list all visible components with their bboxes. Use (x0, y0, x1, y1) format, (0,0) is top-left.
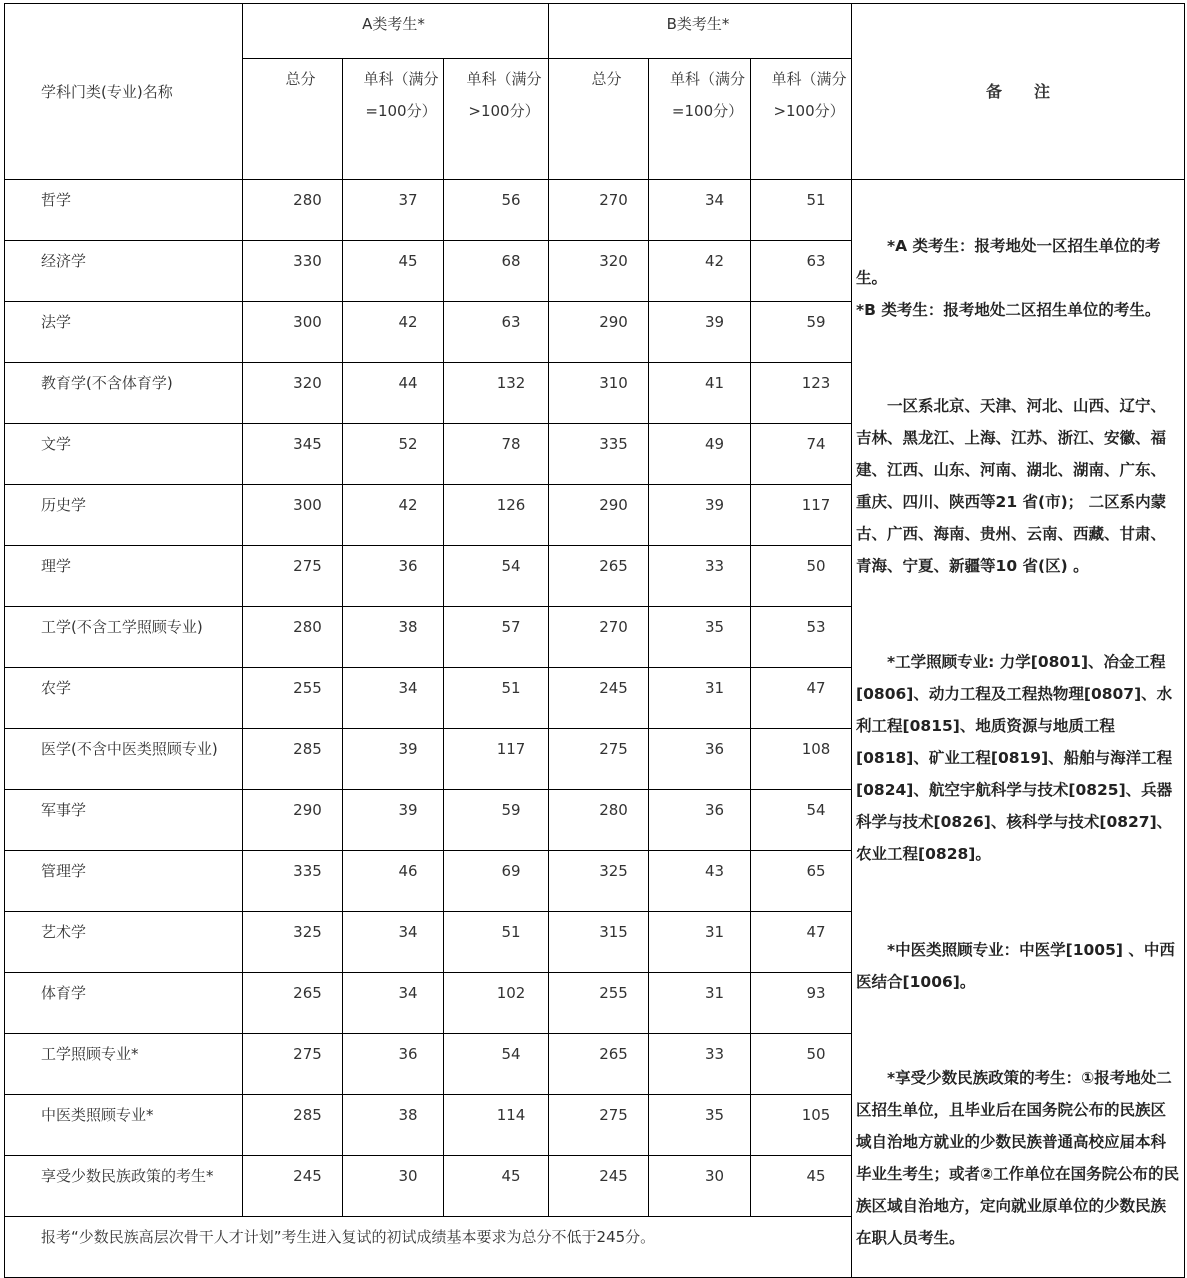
b-single-over100-cell: 47 (751, 668, 852, 729)
a-total-cell: 290 (243, 790, 343, 851)
b-single-over100-cell: 53 (751, 607, 852, 668)
subject-cell: 管理学 (5, 851, 243, 912)
table-row (5, 180, 1185, 241)
a-single-over100-cell: 56 (444, 180, 549, 241)
a-single-over100-cell: 63 (444, 302, 549, 363)
a-total-cell: 265 (243, 973, 343, 1034)
subject-cell: 文学 (5, 424, 243, 485)
subject-cell: 中医类照顾专业* (5, 1095, 243, 1156)
subject-cell: 医学(不含中医类照顾专业) (5, 729, 243, 790)
b-total-cell: 290 (549, 302, 649, 363)
a-single100-cell: 37 (343, 180, 444, 241)
b-single-over100-cell: 54 (751, 790, 852, 851)
a-total-cell: 255 (243, 668, 343, 729)
remark-note: 一区系北京、天津、河北、山西、辽宁、吉林、黑龙江、上海、江苏、浙江、安徽、福建、江西、山东、河南、湖北、湖南、广东、重庆、四川、陕西等21 省(市)； 二区系内蒙古、广西、海南、贵州、云南、西藏、甘肃、青海、宁夏、新疆等10 省(区) 。 (856, 397, 1167, 575)
a-single-over100-cell: 78 (444, 424, 549, 485)
b-single100-cell: 33 (649, 1034, 751, 1095)
footer-note: 报考“少数民族高层次骨干人才计划”考生进入复试的初试成绩基本要求为总分不低于245分。 (5, 1217, 852, 1278)
b-total-cell: 315 (549, 912, 649, 973)
remark-note: *享受少数民族政策的考生：①报考地处二区招生单位，且毕业后在国务院公布的民族区域自治地方就业的少数民族普通高校应届本科毕业生考生；或者②工作单位在国务院公布的民族区域自治地方，定向就业原单位的少数民族在职人员考生。 (856, 1069, 1180, 1247)
a-single-over100-header: 单科（满分 >100分） (444, 59, 549, 180)
subject-cell: 法学 (5, 302, 243, 363)
a-single100-header: 单科（满分=100分） (343, 59, 444, 180)
a-single100-cell: 42 (343, 302, 444, 363)
b-single100-cell: 34 (649, 180, 751, 241)
a-single100-cell: 36 (343, 1034, 444, 1095)
b-single100-cell: 42 (649, 241, 751, 302)
b-total-cell: 310 (549, 363, 649, 424)
subject-cell: 享受少数民族政策的考生* (5, 1156, 243, 1217)
b-total-cell: 275 (549, 1095, 649, 1156)
b-single-over100-cell: 123 (751, 363, 852, 424)
a-single-over100-cell: 114 (444, 1095, 549, 1156)
subject-cell: 理学 (5, 546, 243, 607)
subject-cell: 哲学 (5, 180, 243, 241)
a-single100-cell: 52 (343, 424, 444, 485)
b-total-cell: 270 (549, 607, 649, 668)
a-single100-cell: 38 (343, 1095, 444, 1156)
b-single-over100-cell: 74 (751, 424, 852, 485)
a-single100-cell: 36 (343, 546, 444, 607)
a-single-over100-cell: 117 (444, 729, 549, 790)
subject-cell: 军事学 (5, 790, 243, 851)
b-total-cell: 320 (549, 241, 649, 302)
a-total-cell: 275 (243, 1034, 343, 1095)
a-single100-cell: 45 (343, 241, 444, 302)
a-single-over100-cell: 68 (444, 241, 549, 302)
a-single-over100-cell: 51 (444, 668, 549, 729)
b-total-cell: 265 (549, 1034, 649, 1095)
b-total-cell: 280 (549, 790, 649, 851)
b-single100-cell: 30 (649, 1156, 751, 1217)
b-single100-cell: 31 (649, 973, 751, 1034)
a-single-over100-cell: 102 (444, 973, 549, 1034)
group-a-header: A类考生* (243, 4, 549, 59)
b-single-over100-cell: 93 (751, 973, 852, 1034)
a-single100-cell: 34 (343, 912, 444, 973)
b-single-over100-cell: 50 (751, 1034, 852, 1095)
a-single-over100-cell: 54 (444, 546, 549, 607)
a-single100-cell: 34 (343, 973, 444, 1034)
b-single100-cell: 31 (649, 912, 751, 973)
b-total-cell: 245 (549, 668, 649, 729)
a-total-cell: 330 (243, 241, 343, 302)
a-total-cell: 280 (243, 180, 343, 241)
b-total-cell: 265 (549, 546, 649, 607)
a-total-cell: 275 (243, 546, 343, 607)
remark-note: *工学照顾专业: 力学[0801]、冶金工程[0806]、动力工程及工程热物理[0807]、水利工程[0815]、地质资源与地质工程[0818]、矿业工程[0819]、船舶与海洋工程[0824]、航空宇航科学与技术[0825]、兵器科学与技术[0826]、核科学与技术[0827]、农业工程[0828]。 (856, 653, 1173, 863)
b-single100-cell: 43 (649, 851, 751, 912)
b-single100-header: 单科（满分=100分） (649, 59, 751, 180)
a-single100-cell: 38 (343, 607, 444, 668)
a-single100-cell: 46 (343, 851, 444, 912)
subject-cell: 工学照顾专业* (5, 1034, 243, 1095)
a-single-over100-cell: 69 (444, 851, 549, 912)
b-total-cell: 275 (549, 729, 649, 790)
a-single100-cell: 34 (343, 668, 444, 729)
b-single-over100-cell: 108 (751, 729, 852, 790)
b-single-over100-cell: 47 (751, 912, 852, 973)
a-total-cell: 345 (243, 424, 343, 485)
a-single100-cell: 39 (343, 729, 444, 790)
b-total-cell: 255 (549, 973, 649, 1034)
a-single-over100-cell: 45 (444, 1156, 549, 1217)
b-single100-cell: 41 (649, 363, 751, 424)
a-single100-cell: 39 (343, 790, 444, 851)
b-single-over100-cell: 59 (751, 302, 852, 363)
a-total-cell: 300 (243, 302, 343, 363)
a-total-cell: 300 (243, 485, 343, 546)
a-total-cell: 285 (243, 1095, 343, 1156)
a-total-cell: 325 (243, 912, 343, 973)
subject-cell: 经济学 (5, 241, 243, 302)
remarks-header: 备 注 (852, 4, 1185, 180)
a-single100-cell: 44 (343, 363, 444, 424)
subject-cell: 体育学 (5, 973, 243, 1034)
subject-cell: 教育学(不含体育学) (5, 363, 243, 424)
a-total-cell: 285 (243, 729, 343, 790)
a-single100-cell: 30 (343, 1156, 444, 1217)
b-single100-cell: 49 (649, 424, 751, 485)
a-single-over100-cell: 132 (444, 363, 549, 424)
b-single-over100-cell: 105 (751, 1095, 852, 1156)
b-single100-cell: 36 (649, 729, 751, 790)
b-total-header: 总分 (549, 59, 649, 180)
score-table (4, 3, 1185, 1278)
b-total-cell: 325 (549, 851, 649, 912)
a-single-over100-cell: 126 (444, 485, 549, 546)
subject-cell: 工学(不含工学照顾专业) (5, 607, 243, 668)
a-single-over100-cell: 59 (444, 790, 549, 851)
a-total-cell: 320 (243, 363, 343, 424)
remarks-cell (852, 180, 1185, 1278)
subject-cell: 历史学 (5, 485, 243, 546)
b-total-cell: 335 (549, 424, 649, 485)
a-single-over100-cell: 57 (444, 607, 549, 668)
b-single100-cell: 33 (649, 546, 751, 607)
remark-note: *A 类考生：报考地处一区招生单位的考生。 (856, 237, 1161, 287)
subject-cell: 艺术学 (5, 912, 243, 973)
a-total-cell: 335 (243, 851, 343, 912)
b-single-over100-cell: 63 (751, 241, 852, 302)
b-single100-cell: 31 (649, 668, 751, 729)
remark-note: *B 类考生：报考地处二区招生单位的考生。 (856, 301, 1161, 319)
a-single100-cell: 42 (343, 485, 444, 546)
b-single-over100-cell: 51 (751, 180, 852, 241)
a-total-header: 总分 (243, 59, 343, 180)
a-total-cell: 280 (243, 607, 343, 668)
subject-cell: 农学 (5, 668, 243, 729)
remark-note: *中医类照顾专业：中医学[1005] 、中西医结合[1006]。 (856, 941, 1175, 991)
b-single100-cell: 35 (649, 1095, 751, 1156)
b-total-cell: 270 (549, 180, 649, 241)
b-single-over100-header: 单科（满分 >100分） (751, 59, 852, 180)
b-single100-cell: 35 (649, 607, 751, 668)
a-total-cell: 245 (243, 1156, 343, 1217)
b-single100-cell: 39 (649, 485, 751, 546)
a-single-over100-cell: 51 (444, 912, 549, 973)
b-single-over100-cell: 65 (751, 851, 852, 912)
b-single-over100-cell: 45 (751, 1156, 852, 1217)
b-single100-cell: 36 (649, 790, 751, 851)
b-single-over100-cell: 50 (751, 546, 852, 607)
group-b-header: B类考生* (549, 4, 852, 59)
b-single-over100-cell: 117 (751, 485, 852, 546)
b-total-cell: 290 (549, 485, 649, 546)
subject-header: 学科门类(专业)名称 (5, 4, 243, 180)
b-single100-cell: 39 (649, 302, 751, 363)
b-total-cell: 245 (549, 1156, 649, 1217)
a-single-over100-cell: 54 (444, 1034, 549, 1095)
